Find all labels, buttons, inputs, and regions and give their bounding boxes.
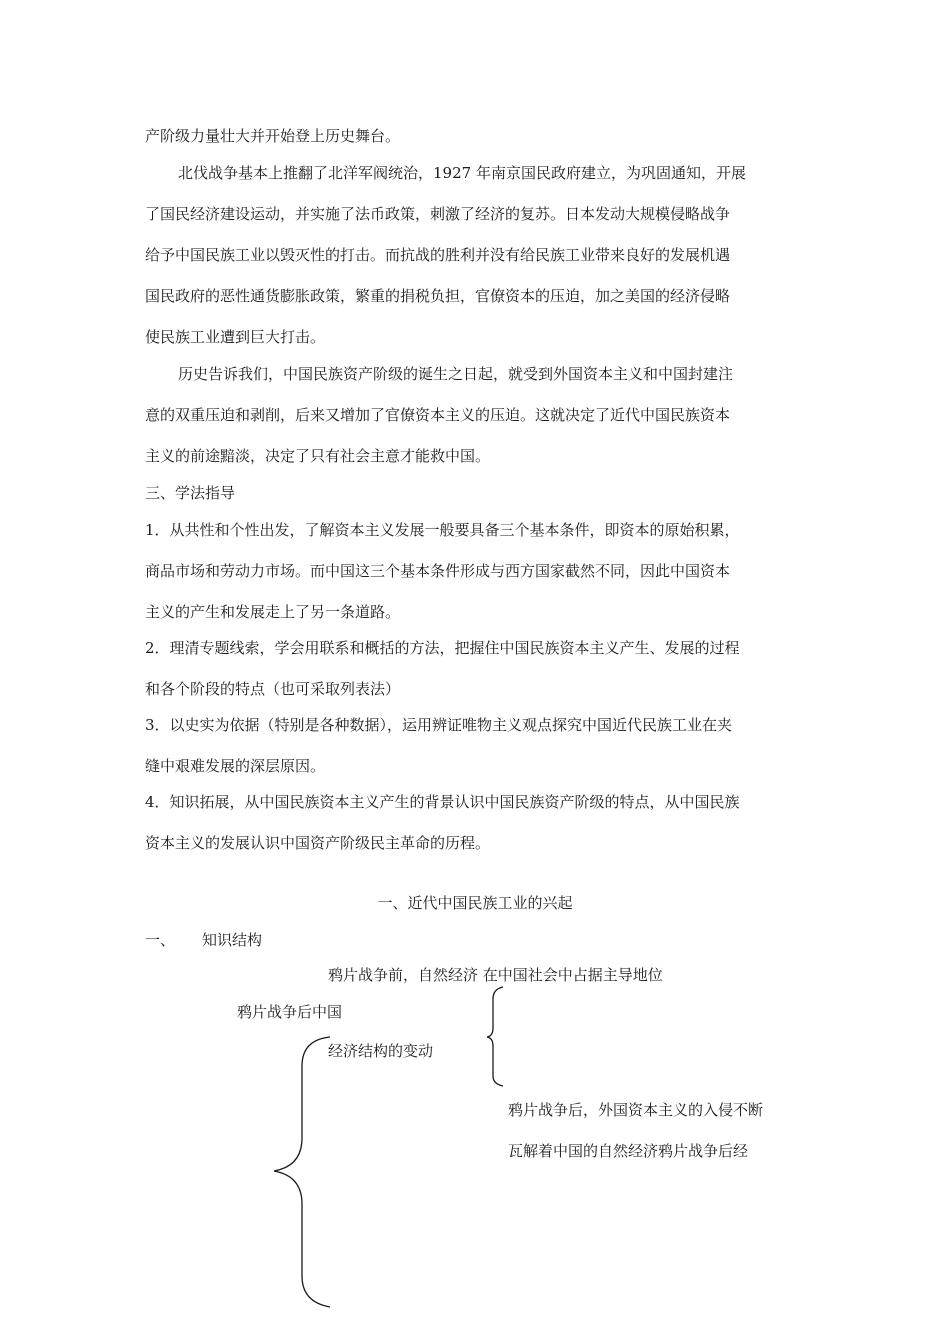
list-item-line: 缝中艰难发展的深层原因。 bbox=[145, 757, 326, 775]
paragraph-line: 使民族工业遭到巨大打击。 bbox=[145, 328, 326, 346]
large-brace-icon bbox=[274, 1037, 330, 1307]
diagram-node-after-war-l2: 瓦解着中国的自然经济鸦片战争后经 bbox=[508, 1142, 749, 1160]
diagram-node-before-war: 鸦片战争前，自然经济 在中国社会中占据主导地位 bbox=[328, 966, 663, 984]
paragraph-line: 了国民经济建设运动，并实施了法币政策，刺激了经济的复苏。日本发动大规模侵略战争 bbox=[145, 205, 731, 223]
list-item-line: 3．以史实为依据（特别是各种数据），运用辨证唯物主义观点探究中国近代民族工业在夹 bbox=[145, 716, 733, 734]
list-item-line: 商品市场和劳动力市场。而中国这三个基本条件形成与西方国家截然不同，因此中国资本 bbox=[145, 562, 731, 580]
paragraph-line: 意的双重压迫和剥削，后来又增加了官僚资本主义的压迫。这就决定了近代中国民族资本 bbox=[145, 406, 731, 424]
diagram-node-after-war-l1: 鸦片战争后，外国资本主义的入侵不断 bbox=[508, 1101, 764, 1119]
paragraph-line: 主义的前途黯淡，决定了只有社会主意才能救中国。 bbox=[145, 447, 491, 465]
subsection-number: 一、 bbox=[145, 931, 176, 949]
small-brace-icon bbox=[487, 987, 503, 1086]
paragraph-line: 国民政府的恶性通货膨胀政策，繁重的捐税负担，官僚资本的压迫，加之美国的经济侵略 bbox=[145, 287, 731, 305]
paragraph-line: 北伐战争基本上推翻了北洋军阀统治，1927 年南京国民政府建立，为巩固通知，开展 bbox=[178, 164, 746, 182]
section-heading: 三、学法指导 bbox=[145, 484, 236, 502]
chapter-title: 一、近代中国民族工业的兴起 bbox=[377, 894, 573, 912]
list-item-line: 和各个阶段的特点（也可采取列表法） bbox=[145, 680, 401, 698]
diagram-node-econ-change: 经济结构的变动 bbox=[328, 1042, 434, 1060]
list-item-line: 2．理清专题线索，学会用联系和概括的方法，把握住中国民族资本主义产生、发展的过程 bbox=[145, 639, 740, 657]
list-item-line: 4．知识拓展，从中国民族资本主义产生的背景认识中国民族资产阶级的特点，从中国民族 bbox=[145, 793, 740, 811]
list-item-line: 资本主义的发展认识中国资产阶级民主革命的历程。 bbox=[145, 834, 491, 852]
paragraph-line: 历史告诉我们，中国民族资产阶级的诞生之日起，就受到外国资本主义和中国封建注 bbox=[178, 365, 734, 383]
paragraph-line: 给予中国民族工业以毁灭性的打击。而抗战的胜利并没有给民族工业带来良好的发展机遇 bbox=[145, 246, 731, 264]
subsection-label: 知识结构 bbox=[202, 931, 263, 949]
diagram-node-after-war-china: 鸦片战争后中国 bbox=[237, 1003, 343, 1021]
paragraph-line: 产阶级力量壮大并开始登上历史舞台。 bbox=[145, 127, 401, 145]
list-item-line: 1．从共性和个性出发，了解资本主义发展一般要具备三个基本条件，即资本的原始积累， bbox=[145, 521, 740, 539]
list-item-line: 主义的产生和发展走上了另一条道路。 bbox=[145, 603, 401, 621]
